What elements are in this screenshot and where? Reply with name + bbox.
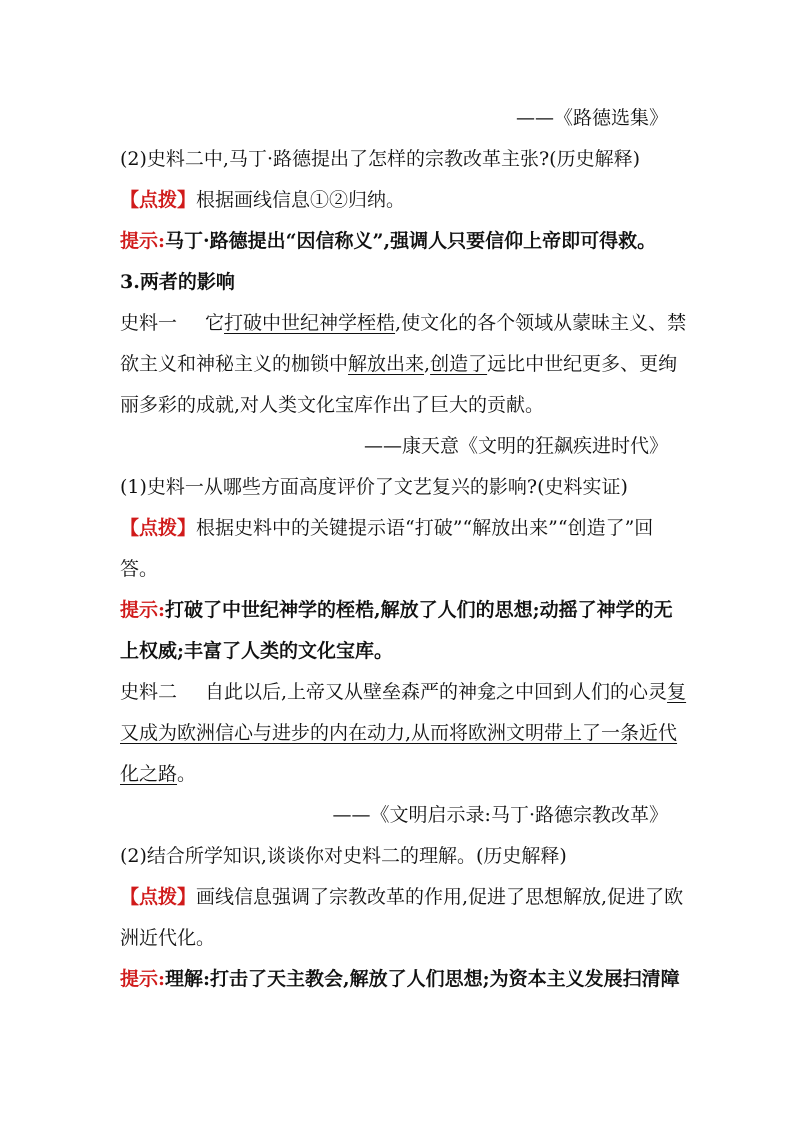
hint-tag: 【点拨】 xyxy=(120,517,197,539)
hint-text: 画线信息强调了宗教改革的作用,促进了思想解放,促进了欧 xyxy=(196,886,684,908)
hint-line xyxy=(120,508,674,549)
material-one-line-2 xyxy=(120,344,678,385)
question-2a xyxy=(120,139,674,180)
material-text: 它 xyxy=(205,312,225,334)
material-two-line-2 xyxy=(120,713,678,754)
answer-text: 打破了中世纪神学的桎梏,解放了人们的思想;动摇了神学的无 xyxy=(165,599,673,621)
answer-text: 马丁·路德提出“因信称义”,强调人只要信仰上帝即可得救。 xyxy=(165,230,657,252)
material-label: 史料一 xyxy=(120,312,178,334)
material-two-line-1 xyxy=(120,672,687,713)
question-text: (1)史料一从哪些方面高度评价了文艺复兴的影响?(史料实证) xyxy=(120,476,628,498)
material-text: 。 xyxy=(177,763,197,785)
answer-tag: 提示: xyxy=(120,599,166,621)
underlined-phrase: 打破中世纪神学桎梏 xyxy=(224,312,396,334)
hint-tag: 【点拨】 xyxy=(120,886,197,908)
hint-line-cont xyxy=(120,549,674,590)
material-text: 远比中世纪更多、更绚 xyxy=(487,353,678,375)
answer-text: 上权威;丰富了人类的文化宝库。 xyxy=(120,640,394,662)
question-2b xyxy=(120,836,674,877)
section-heading xyxy=(120,262,674,303)
answer-tag: 提示: xyxy=(120,968,166,990)
answer-line-cont xyxy=(120,631,674,672)
citation-text: ——康天意《文明的狂飙疾进时代》 xyxy=(363,435,668,457)
material-text: 自此以后,上帝又从壁垒森严的神龛之中回到人们的心灵 xyxy=(205,681,668,703)
question-text: (2)结合所学知识,谈谈你对史料二的理解。(历史解释) xyxy=(120,845,567,867)
answer-line xyxy=(120,221,674,262)
underlined-phrase: 又成为欧洲信心与进步的内在动力,从而将欧洲文明带上了一条近代 xyxy=(120,722,678,744)
question-1 xyxy=(120,467,674,508)
material-text: 丽多彩的成就,对人类文化宝库作出了巨大的贡献。 xyxy=(120,394,545,416)
underlined-phrase: 复 xyxy=(667,681,687,703)
hint-line xyxy=(120,877,684,918)
hint-line-cont xyxy=(120,918,674,959)
hint-line xyxy=(120,180,674,221)
answer-text: 理解:打击了天主教会,解放了人们思想;为资本主义发展扫清障 xyxy=(165,968,680,990)
hint-text: 洲近代化。 xyxy=(120,927,216,949)
material-one-line-3 xyxy=(120,385,674,426)
answer-line xyxy=(120,959,680,1000)
citation-text: ——《文明启示录:马丁·路德宗教改革》 xyxy=(332,804,668,826)
underlined-phrase: 化之路 xyxy=(120,763,178,785)
answer-tag: 提示: xyxy=(120,230,166,252)
hint-tag: 【点拨】 xyxy=(120,189,197,211)
hint-text: 答。 xyxy=(120,558,159,580)
citation-text: ——《路德选集》 xyxy=(515,107,668,129)
source-citation xyxy=(120,426,674,467)
underlined-phrase: 创造了 xyxy=(430,353,488,375)
hint-text: 根据画线信息①②归纳。 xyxy=(196,189,406,211)
material-two-line-3 xyxy=(120,754,674,795)
material-text: 欲主义和神秘主义的枷锁中 xyxy=(120,353,349,375)
section-heading-text: 3.两者的影响 xyxy=(120,271,235,293)
material-text: , xyxy=(424,353,431,375)
source-citation xyxy=(120,98,674,139)
underlined-phrase: 解放出来 xyxy=(348,353,425,375)
question-text: (2)史料二中,马丁·路德提出了怎样的宗教改革主张?(历史解释) xyxy=(120,148,641,170)
material-text: ,使文化的各个领域从蒙昧主义、禁 xyxy=(395,312,687,334)
answer-line xyxy=(120,590,674,631)
source-citation xyxy=(120,795,674,836)
hint-text: 根据史料中的关键提示语“打破”“解放出来”“创造了”回 xyxy=(196,517,654,539)
material-one-line-1 xyxy=(120,303,687,344)
material-label: 史料二 xyxy=(120,681,178,703)
